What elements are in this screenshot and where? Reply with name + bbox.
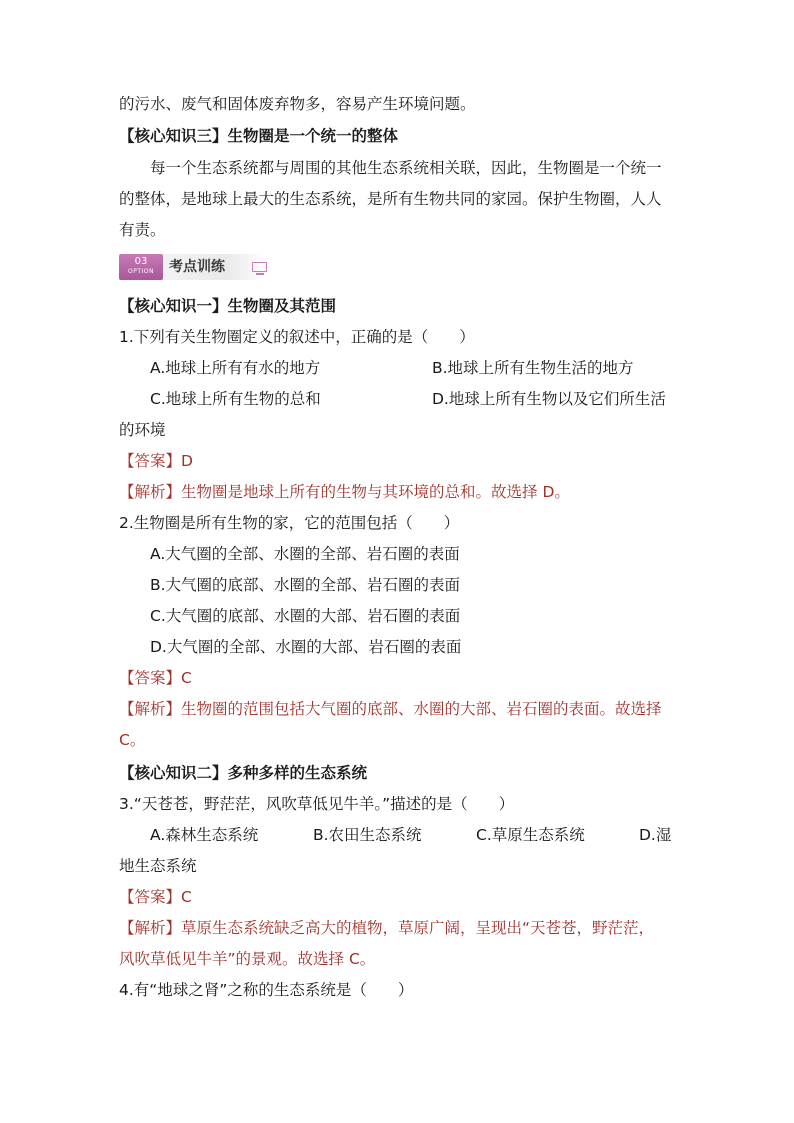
q1-option-d-continued: 的环境 <box>119 421 166 439</box>
analysis-text: 草原生态系统缺乏高大的植物，草原广阔，呈现出“天苍苍，野茫茫， <box>181 919 655 937</box>
q1-option-c: C.地球上所有生物的总和 <box>150 390 321 408</box>
k3-paragraph-line-2: 的整体，是地球上最大的生态系统，是所有生物共同的家园。保护生物圈，人人 <box>119 190 662 208</box>
q2-answer <box>119 667 192 689</box>
answer-label: 【答案】 <box>119 669 182 687</box>
monitor-stand <box>256 273 264 275</box>
q1-analysis <box>119 481 570 503</box>
analysis-label: 【解析】 <box>119 919 182 937</box>
q4-stem: 4.有“地球之肾”之称的生态系统是（ ） <box>119 981 414 999</box>
q3-option-a: A.森林生态系统 <box>150 826 259 844</box>
k3-paragraph-line-3: 有责。 <box>119 221 166 239</box>
section-heading-k3: 【核心知识三】生物圈是一个统一的整体 <box>119 127 399 145</box>
q3-option-d: D.湿 <box>639 826 672 844</box>
q2-option-b: B.大气圈的底部、水圈的全部、岩石圈的表面 <box>150 576 461 594</box>
answer-label: 【答案】 <box>119 452 182 470</box>
badge-body <box>163 254 267 280</box>
q2-analysis-line-2: C。 <box>119 731 146 749</box>
exam-training-badge <box>119 252 269 282</box>
q3-analysis-line-2: 风吹草低见牛羊”的景观。故选择 C。 <box>119 950 376 968</box>
q2-option-a: A.大气圈的全部、水圈的全部、岩石圈的表面 <box>150 545 460 563</box>
analysis-text: 生物圈是地球上所有的生物与其环境的总和。故选择 D。 <box>181 483 570 501</box>
q2-stem: 2.生物圈是所有生物的家，它的范围包括（ ） <box>119 514 460 532</box>
section-heading-k2: 【核心知识二】多种多样的生态系统 <box>119 764 368 782</box>
k3-paragraph-line-1: 每一个生态系统都与周围的其他生态系统相关联，因此，生物圈是一个统一 <box>150 159 662 177</box>
q1-stem: 1.下列有关生物圈定义的叙述中，正确的是（ ） <box>119 328 475 346</box>
q1-option-d: D.地球上所有生物以及它们所生活 <box>432 390 666 408</box>
analysis-label: 【解析】 <box>119 700 182 718</box>
answer-value: C <box>181 888 192 906</box>
answer-value: D <box>181 452 193 470</box>
section-heading-k1: 【核心知识一】生物圈及其范围 <box>119 297 337 315</box>
badge-number: 03 <box>134 256 148 267</box>
badge-tab <box>119 254 163 280</box>
q3-stem: 3.“天苍苍，野茫茫，风吹草低见牛羊。”描述的是（ ） <box>119 795 515 813</box>
q1-option-a: A.地球上所有有水的地方 <box>150 359 321 377</box>
q2-option-d: D.大气圈的全部、水圈的大部、岩石圈的表面 <box>150 638 462 656</box>
answer-label: 【答案】 <box>119 888 182 906</box>
analysis-text: 生物圈的范围包括大气圈的底部、水圈的大部、岩石圈的表面。故选择 <box>181 700 662 718</box>
q3-analysis-line-1 <box>119 917 654 939</box>
q2-option-c: C.大气圈的底部、水圈的大部、岩石圈的表面 <box>150 607 461 625</box>
q2-analysis-line-1 <box>119 698 662 720</box>
intro-tail-text: 的污水、废气和固体废弃物多，容易产生环境问题。 <box>119 95 476 113</box>
badge-subtitle: OPTION <box>128 268 154 275</box>
q3-option-b: B.农田生态系统 <box>313 826 422 844</box>
answer-value: C <box>181 669 192 687</box>
badge-title: 考点训练 <box>169 259 225 275</box>
q1-option-b: B.地球上所有生物生活的地方 <box>432 359 634 377</box>
q1-answer <box>119 450 193 472</box>
q3-option-d-continued: 地生态系统 <box>119 857 197 875</box>
analysis-label: 【解析】 <box>119 483 182 501</box>
monitor-icon <box>252 262 267 272</box>
q3-answer <box>119 886 192 908</box>
q3-option-c: C.草原生态系统 <box>476 826 585 844</box>
